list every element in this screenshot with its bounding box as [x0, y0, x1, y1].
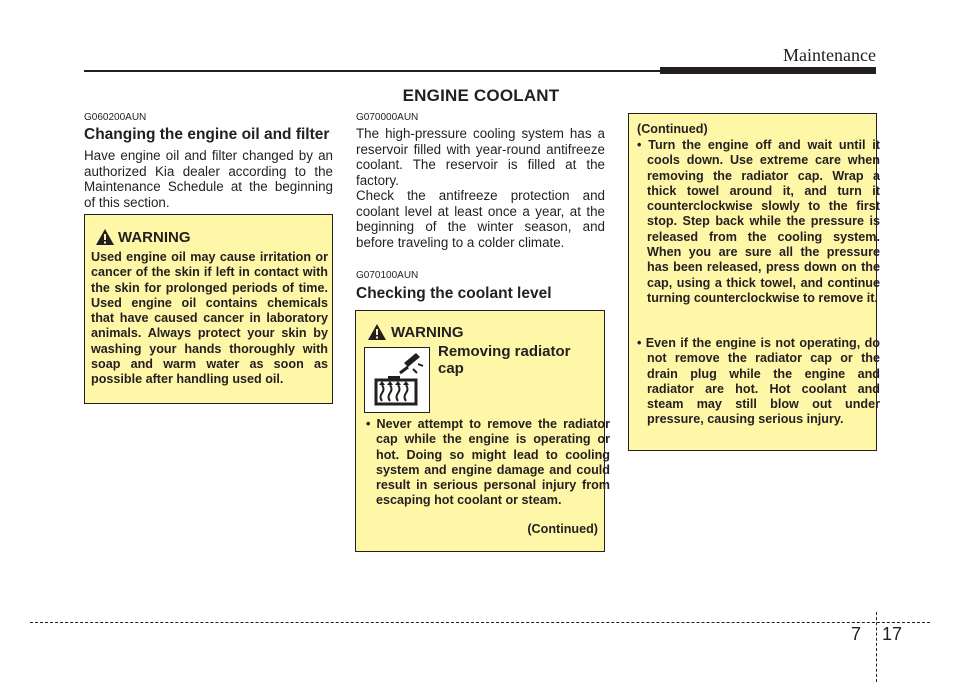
radiator-warning-bullet: • Never attempt to remove the radiator cap while the engine is operating or hot. Doing so might lead to cooling system and engine damage and could result in serious personal injury from escaping hot coolant or steam.	[366, 417, 610, 508]
col3-bullet-1: • Turn the engine off and wait until it cools down. Use extreme care when removing the radiator cap. Wrap a thick towel around it, and turn it counterclockwise slowly to the first stop. Step back while the pressure is released from the cooling system. When you are sure all the pressure has been released, press down on the cap, using a thick towel, and continue turning counterclockwise to remove it.	[637, 138, 880, 305]
col1-code: G060200AUN	[84, 112, 147, 123]
radiator-hot-icon	[364, 347, 430, 413]
radiator-warning-continued: (Continued)	[527, 522, 598, 536]
radiator-warning-box	[355, 310, 610, 552]
col2-heading: Checking the coolant level	[356, 285, 552, 302]
warning-triangle-icon	[367, 323, 387, 341]
col1-body: Have engine oil and filter changed by an authorized Kia dealer according to the Maintenance Schedule at the beginning of this section.	[84, 148, 333, 210]
section-title: ENGINE COOLANT	[402, 86, 560, 105]
col3-continued: (Continued)	[637, 122, 708, 136]
page-chapter-number: 7	[851, 624, 862, 644]
col2-code-2: G070100AUN	[356, 270, 419, 281]
col2-code-1: G070000AUN	[356, 112, 419, 123]
col3-bullet-2: • Even if the engine is not operating, do not remove the radiator cap or the drain plug while the engine and radiator are hot. Hot coolant and steam may still blow out under pressure, causing serious injury.	[637, 336, 880, 427]
page-header-title: Maintenance	[783, 45, 876, 65]
col1-heading: Changing the engine oil and filter	[84, 126, 330, 143]
header-rule	[84, 70, 664, 72]
radiator-warning-subtitle-2: cap	[438, 360, 464, 377]
footer-divider	[876, 612, 877, 682]
continued-warning-box	[628, 113, 880, 451]
col2-body-2: Check the antifreeze protection and coolant level at least once a year, at the beginning of the winter season, and before traveling to a colder climate.	[356, 188, 605, 250]
page-number: 17	[882, 624, 903, 644]
radiator-warning-title: WARNING	[391, 324, 464, 341]
radiator-warning-subtitle-1: Removing radiator	[438, 343, 571, 360]
oil-warning-text: Used engine oil may cause irritation or cancer of the skin if left in contact with the skin for prolonged periods of time. Used engine oil contains chemicals that have caused cancer in laboratory animals. Always protect your skin by washing your hands thoroughly with soap and warm water as soon as possible after handling used oil.	[91, 250, 328, 387]
footer-rule	[30, 622, 930, 623]
col2-body-1: The high-pressure cooling system has a reservoir filled with year-round antifreeze coolant. The reservoir is filled at the factory.	[356, 126, 605, 188]
warning-triangle-icon	[95, 228, 115, 246]
oil-warning-title: WARNING	[118, 229, 191, 246]
oil-warning-box	[84, 214, 333, 404]
header-bar	[660, 67, 876, 74]
